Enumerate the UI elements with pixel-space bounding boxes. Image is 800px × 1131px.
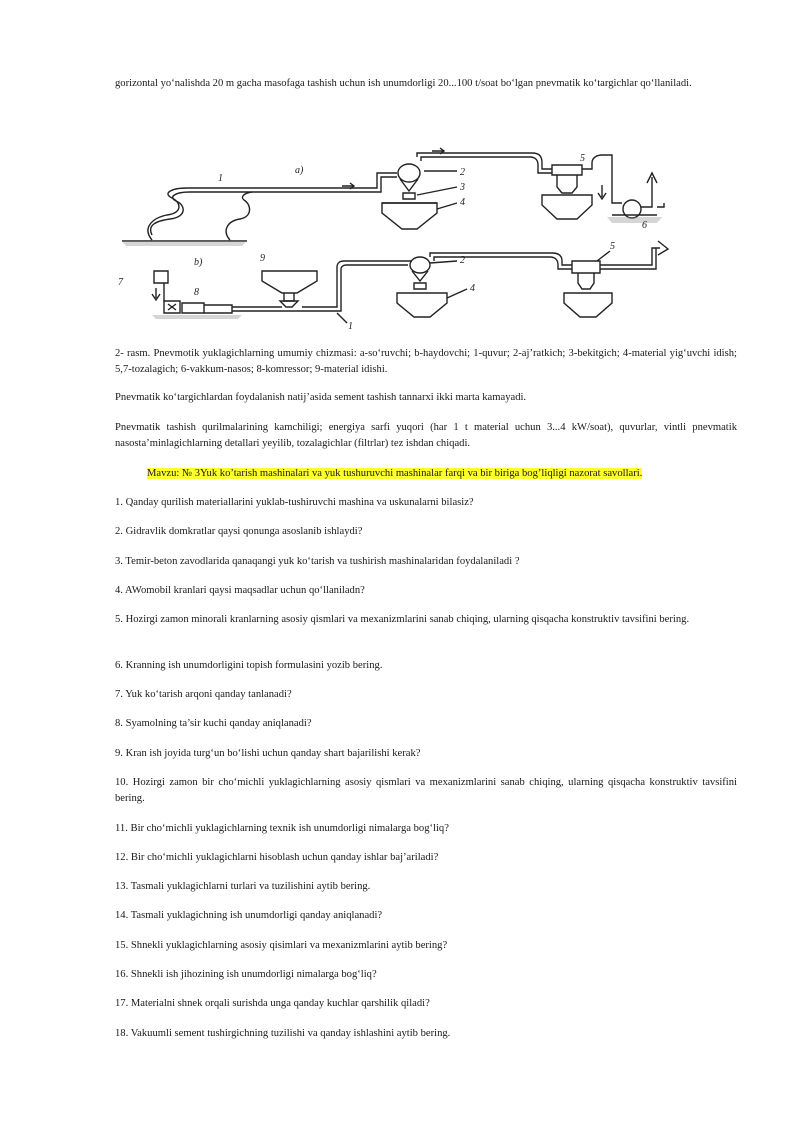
label-1-b: 1 — [348, 321, 353, 332]
hose-left-a — [148, 188, 367, 240]
separator-2-b — [410, 257, 430, 273]
pipe-rise-a — [367, 173, 397, 188]
paragraph-drawbacks: Pnevmatik tashish qurilmalarining kamchiligi; energiya sarfi yuqori (har 1 t material uchun 3...4 kW/soat), quvurlar, vintli pnevmatik nasosta’minlagichlarning detallari yeyilib, tozalagichlar (filtrlar) tez ishdan chiqadi. — [115, 422, 737, 449]
filter-5-b-body — [578, 273, 594, 289]
pipe-rise-a-inner — [367, 177, 397, 192]
leader-4b — [447, 289, 467, 298]
leader-2b — [430, 261, 457, 263]
ground-hatch-b — [152, 315, 242, 319]
label-5-a: 5 — [580, 153, 585, 164]
compressor-8-mark — [168, 304, 176, 310]
label-4-b: 4 — [470, 283, 475, 294]
topic-heading — [147, 466, 642, 482]
down-arrow-b — [152, 288, 160, 300]
label-b: b) — [194, 257, 203, 268]
question-2: 2. Gidravlik domkratlar qaysi qonunga asoslanib ishlaydi? — [115, 526, 363, 537]
bin-4-a — [382, 203, 437, 229]
lock-3-b — [414, 283, 426, 289]
question-15: 15. Shnekli yuklagichlarning asosiy qisimlari va mexanizmlarini aytib bering? — [115, 940, 448, 951]
exhaust-pipe-a — [657, 203, 664, 207]
ground-hatch-a-right — [607, 217, 662, 223]
label-9: 9 — [260, 253, 265, 264]
pipe-b-rise — [302, 261, 412, 307]
down-arrow-a — [598, 185, 606, 199]
question-14: 14. Tasmali yuklagichning ish unumdorligi qanday aniqlanadi? — [115, 910, 383, 921]
question-10: 10. Hozirgi zamon bir cho‘michli yuklagichlarning asosiy qismlari va mexanizmlarini sanab chiqing, ularning qisqacha konstruktiv tavsifini bering. — [115, 777, 737, 804]
pipe-b-top-inner — [434, 257, 572, 269]
question-6: 6. Kranning ish unumdorligini topish formulasini yozib bering. — [115, 660, 383, 671]
exhaust-b-inner — [600, 248, 656, 269]
label-2-b: 2 — [460, 255, 465, 266]
label-5-b: 5 — [610, 241, 615, 252]
question-1: 1. Qanday qurilish materiallarini yuklab-tushiruvchi mashina va uskunalarni bilasiz? — [115, 497, 474, 508]
hose-left-a-inner — [151, 192, 367, 235]
label-3-a: 3 — [460, 182, 465, 193]
filter-5-a — [552, 165, 582, 175]
hose-right-a — [226, 192, 252, 240]
question-8: 8. Syamolning ta’sir kuchi qanday aniqlanadi? — [115, 718, 312, 729]
filter-7 — [154, 271, 168, 283]
ground-hatch-a — [122, 241, 247, 246]
label-6: 6 — [642, 220, 647, 231]
label-4-a: 4 — [460, 197, 465, 208]
separator-2-a — [398, 164, 420, 182]
lock-3-a — [403, 193, 415, 199]
material-bin-9 — [262, 271, 317, 293]
filter-5-b — [572, 261, 600, 273]
label-7: 7 — [118, 277, 123, 288]
label-a: a) — [295, 165, 304, 176]
question-16: 16. Shnekli ish jihozining ish unumdorligi nimalarga bog‘liq? — [115, 969, 377, 980]
label-1-a: 1 — [218, 173, 223, 184]
question-17: 17. Materialni shnek orqali surishda unga qanday kuchlar qarshilik qiladi? — [115, 998, 430, 1009]
leader-3a — [417, 187, 457, 195]
exhaust-arrow-a — [641, 173, 657, 207]
label-8: 8 — [194, 287, 199, 298]
bin-5-b — [564, 293, 612, 317]
question-5: 5. Hozirgi zamon minorali kranlarning asosiy qismlari va mexanizmlarini sanab chiqing, ularning qisqacha konstruktiv tavsifini bering. — [115, 614, 690, 625]
bin-9-neck — [284, 293, 294, 301]
question-12: 12. Bir cho‘michli yuklagichlarni hisoblash uchun qanday ishlar baj’ariladi? — [115, 852, 439, 863]
label-2-a: 2 — [460, 167, 465, 178]
topic-highlight: Mavzu: № 3Yuk ko’tarish mashinalari va yuk tushuruvchi mashinalar farqi va bir biriga bog’liqligi nazorat savollari. — [147, 468, 643, 479]
bin-4-b — [397, 293, 447, 317]
question-4: 4. AWomobil kranlari qaysi maqsadlar uchun qo‘llaniladn? — [115, 585, 365, 596]
compressor-motor — [182, 303, 204, 313]
question-9: 9. Kran ish joyida turg‘un bo‘lishi uchun qanday shart bajarilishi kerak? — [115, 748, 421, 759]
compressor-pipe — [204, 305, 232, 313]
leader-5b — [597, 251, 610, 261]
pipe-top-a — [417, 153, 552, 169]
question-13: 13. Tasmali yuklagichlarni turlari va tuzilishini aytib bering. — [115, 881, 371, 892]
intro-paragraph: gorizontal yo‘nalishda 20 m gacha masofaga tashish uchun ish unumdorligi 20...100 t/soat bo‘lgan pnevmatik ko‘targichlar qo‘llaniladi. — [115, 78, 692, 89]
paragraph-cost: Pnevmatik ko‘targichlardan foydalanish natij’asida sement tashish tannarxi ikki marta kamayadi. — [115, 392, 527, 403]
leader-4a — [437, 203, 457, 209]
question-3: 3. Temir-beton zavodlarida qanaqangi yuk ko‘tarish va tushirish mashinalaridan foydalaniladi ? — [115, 556, 520, 567]
question-11: 11. Bir cho‘michli yuklagichlarning texnik ish unumdorligi nimalarga bog‘liq? — [115, 823, 449, 834]
question-7: 7. Yuk ko‘tarish arqoni qanday tanlanadi? — [115, 689, 292, 700]
pneumatic-loader-diagram — [112, 143, 692, 338]
question-18: 18. Vakuumli sement tushirgichning tuzilishi va qanday ishlashini aytib bering. — [115, 1028, 451, 1039]
filter-5-a-body — [557, 175, 577, 193]
bin-5-a — [542, 195, 592, 219]
bin-9-feeder — [280, 301, 298, 307]
pipe-b-top — [430, 253, 572, 265]
leader-1b — [337, 313, 347, 323]
figure-caption: 2- rasm. Pnevmotik yuklagichlarning umumiy chizmasi: a-so‘ruvchi; b-haydovchi; 1-quvur; 2-aj’ratkich; 3-bekitgich; 4-material yig‘uvchi idish; 5,7-tozalagich; 6-vakkum-nasos; 8-komressor; 9-material idishi. — [115, 348, 737, 375]
